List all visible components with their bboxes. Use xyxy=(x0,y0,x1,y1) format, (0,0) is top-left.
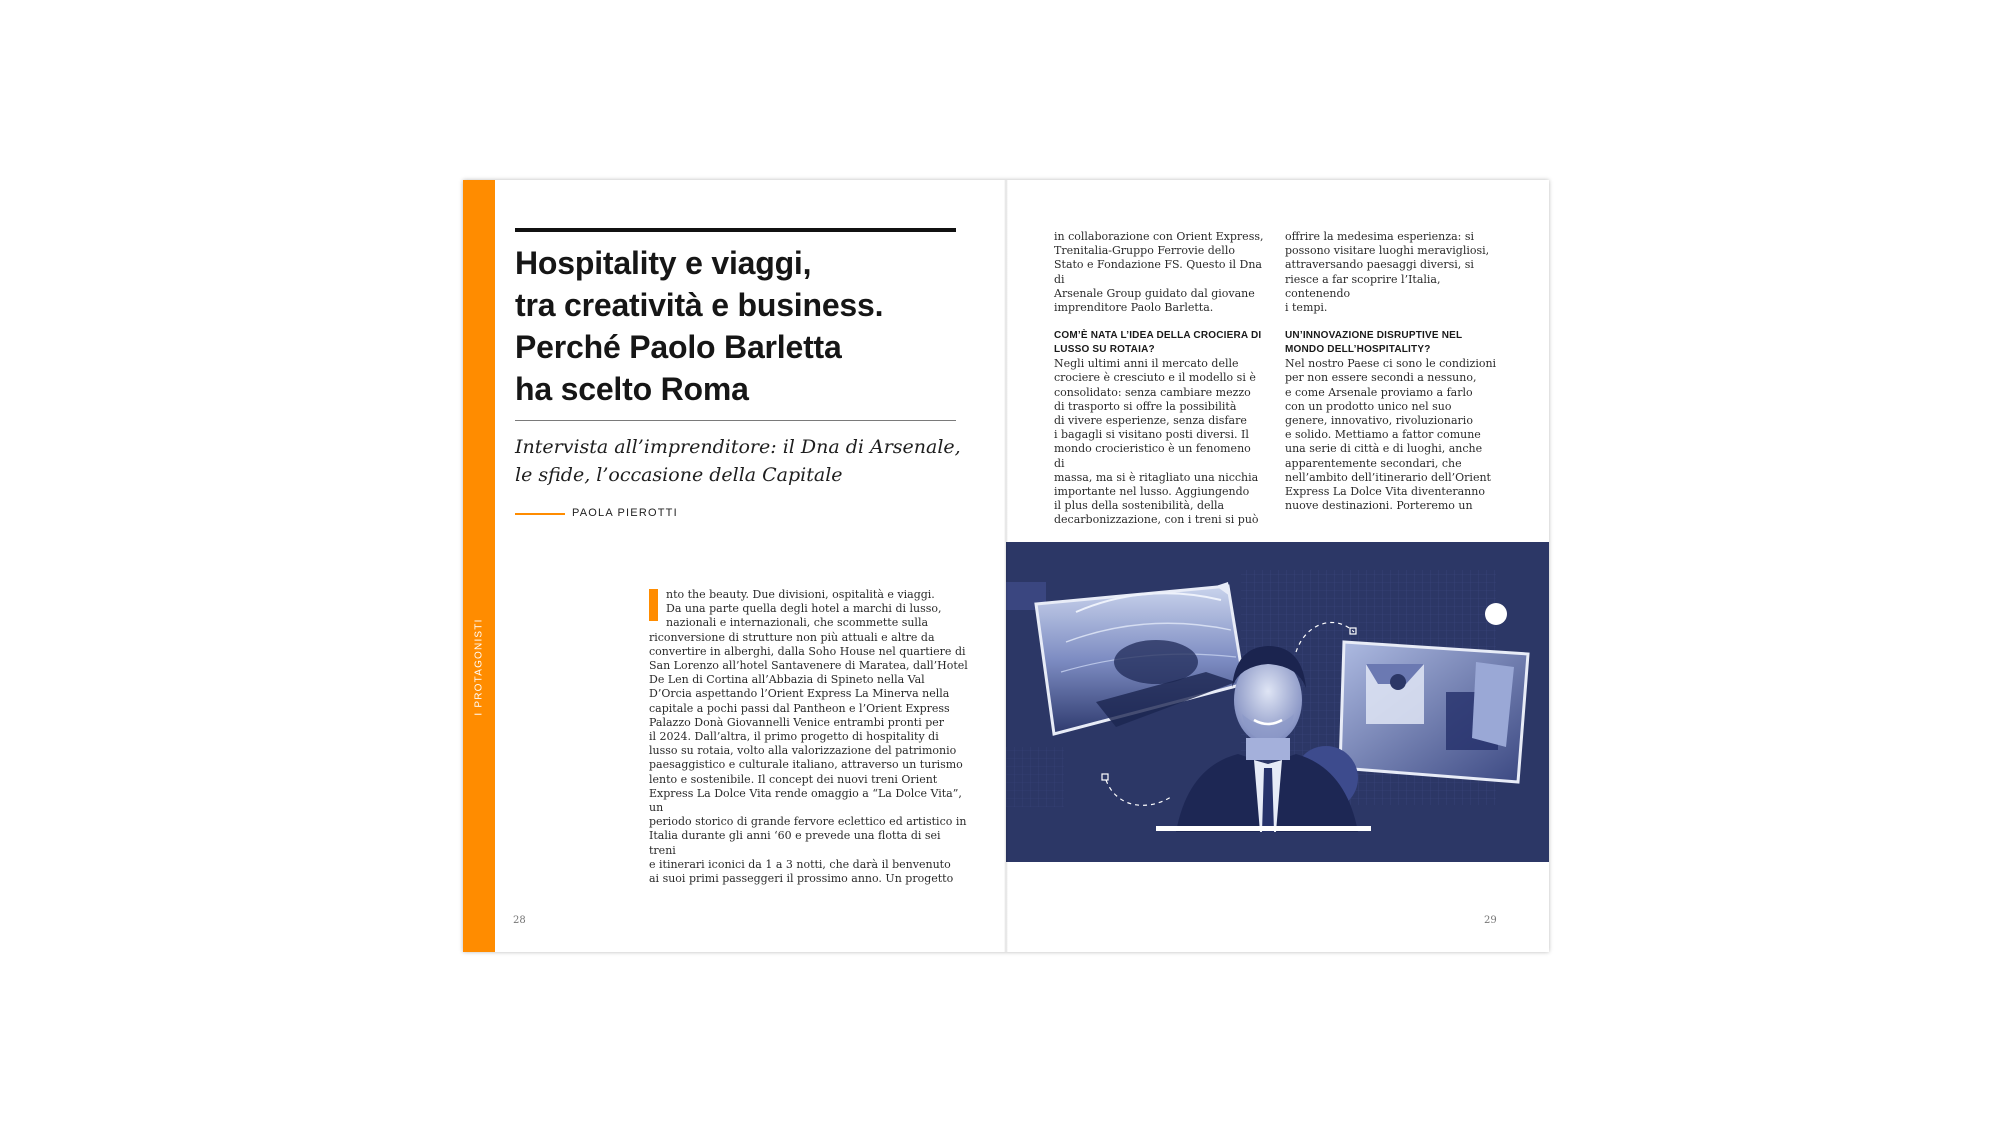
title-bottom-rule xyxy=(515,420,956,421)
lead-paragraph xyxy=(649,588,969,886)
body-line: Negli ultimi anni il mercato delle xyxy=(1054,357,1239,371)
right-column-2 xyxy=(1285,230,1505,513)
body-line: crociere è cresciuto e il modello si è xyxy=(1054,371,1256,385)
body-line: capitale a pochi passi dal Pantheon e l’Orient Express xyxy=(649,701,950,715)
title-line: ha scelto Roma xyxy=(515,371,749,407)
caption-bar xyxy=(1156,826,1371,831)
body-line: Trenitalia-Gruppo Ferrovie dello xyxy=(1054,244,1235,258)
interview-question xyxy=(1285,329,1505,357)
body-line: lento e sostenibile. Il concept dei nuovi treni Orient xyxy=(649,772,938,786)
question-line: LUSSO SU ROTAIA? xyxy=(1054,344,1155,356)
page-number-left: 28 xyxy=(513,915,526,926)
body-line: attraversando paesaggi diversi, si xyxy=(1285,258,1474,272)
body-line: riconversione di strutture non più attuali e altre da xyxy=(649,630,935,644)
body-line: i tempi. xyxy=(1285,301,1328,315)
body-line: periodo storico di grande fervore eclettico ed artistico in xyxy=(649,815,967,829)
body-line: apparentemente secondari, che xyxy=(1285,456,1462,470)
body-line: possono visitare luoghi meravigliosi, xyxy=(1285,244,1490,258)
photo-collage xyxy=(1006,542,1549,862)
body-line: decarbonizzazione, con i treni si può xyxy=(1054,513,1259,527)
body-line: San Lorenzo all’hotel Santavenere di Maratea, dall’Hotel xyxy=(649,659,968,673)
left-page xyxy=(463,180,1006,952)
body-line: importante nel lusso. Aggiungendo xyxy=(1054,485,1250,499)
body-line: nto the beauty. Due divisioni, ospitalità e viaggi. xyxy=(666,588,935,601)
body-line: e itinerari iconici da 1 a 3 notti, che darà il benvenuto xyxy=(649,857,951,871)
body-line: e come Arsenale proviamo a farlo xyxy=(1285,385,1473,399)
body-line: Express La Dolce Vita diventeranno xyxy=(1285,485,1485,499)
question-line: UN’INNOVAZIONE DISRUPTIVE NEL xyxy=(1285,330,1463,342)
title-line: Perché Paolo Barletta xyxy=(515,329,842,365)
body-line: di trasporto si offre la possibilità xyxy=(1054,399,1237,413)
body-line: i bagagli si visitano posti diversi. Il xyxy=(1054,428,1249,442)
body-line: di vivere esperienze, senza disfare xyxy=(1054,414,1247,428)
body-line: ai suoi primi passeggeri il prossimo anno. Un progetto xyxy=(649,872,954,886)
body-line: con un prodotto unico nel suo xyxy=(1285,399,1452,413)
subtitle-line: le sfide, l’occasione della Capitale xyxy=(515,464,843,486)
body-line: in collaborazione con Orient Express, xyxy=(1054,230,1264,243)
interview-question xyxy=(1054,329,1264,357)
body-line: e solido. Mettiamo a fattor comune xyxy=(1285,428,1481,442)
body-line: il plus della sostenibilità, della xyxy=(1054,499,1225,513)
decor-grid xyxy=(1006,747,1064,807)
body-line: massa, ma si è ritagliato una nicchia xyxy=(1054,470,1259,484)
author-byline: PAOLA PIEROTTI xyxy=(572,507,678,519)
section-color-bar xyxy=(463,180,495,952)
body-line: Stato e Fondazione FS. Questo il Dna di xyxy=(1054,258,1262,286)
body-line: Da una parte quella degli hotel a marchi di lusso, xyxy=(666,602,942,616)
body-line: lusso su rotaia, volto alla valorizzazione del patrimonio xyxy=(649,744,957,758)
answer-paragraph xyxy=(1285,357,1505,513)
body-line: il 2024. Dall’altra, il primo progetto di hospitality di xyxy=(649,730,939,744)
body-line: genere, innovativo, rivoluzionario xyxy=(1285,414,1473,428)
title-line: tra creatività e business. xyxy=(515,287,884,323)
body-line: De Len di Cortina all’Abbazia di Spineto nella Val xyxy=(649,673,925,687)
title-top-rule xyxy=(515,228,956,232)
body-line: Arsenale Group guidato dal giovane xyxy=(1054,286,1255,300)
page-number-right: 29 xyxy=(1484,915,1497,926)
body-line: nell’ambito dell’itinerario dell’Orient xyxy=(1285,470,1491,484)
body-line: D’Orcia aspettando l’Orient Express La Minerva nella xyxy=(649,687,950,701)
answer-paragraph xyxy=(1054,357,1264,527)
section-label: I PROTAGONISTI xyxy=(473,618,485,716)
magazine-spread xyxy=(463,180,1549,952)
spread-gutter xyxy=(1004,180,1008,952)
body-line: riesce a far scoprire l’Italia, contenendo xyxy=(1285,272,1441,300)
body-line: Italia durante gli anni ‘60 e prevede una flotta di sei treni xyxy=(649,829,941,857)
body-line: per non essere secondi a nessuno, xyxy=(1285,371,1477,385)
question-line: MONDO DELL’HOSPITALITY? xyxy=(1285,344,1431,356)
dropcap-mark xyxy=(649,589,658,621)
body-line: convertire in alberghi, dalla Soho House nel quartiere di xyxy=(649,644,966,658)
white-dot xyxy=(1485,603,1507,625)
intro-paragraph xyxy=(1054,230,1264,315)
body-line: una serie di città e di luoghi, anche xyxy=(1285,442,1483,456)
body-line: Nel nostro Paese ci sono le condizioni xyxy=(1285,357,1497,371)
author-accent-line xyxy=(515,513,565,515)
body-line: nazionali e internazionali, che scommette sulla xyxy=(666,616,929,630)
collage-graphic xyxy=(1006,542,1549,862)
article-title xyxy=(515,242,965,410)
body-line: nuove destinazioni. Porteremo un xyxy=(1285,499,1473,513)
body-line: Palazzo Donà Giovannelli Venice entrambi pronti per xyxy=(649,715,945,729)
subtitle-line: Intervista all’imprenditore: il Dna di Arsenale, xyxy=(515,436,961,458)
body-line: imprenditore Paolo Barletta. xyxy=(1054,301,1214,315)
question-line: COM’È NATA L’IDEA DELLA CROCIERA DI xyxy=(1054,330,1262,342)
title-line: Hospitality e viaggi, xyxy=(515,245,812,281)
intro-paragraph xyxy=(1285,230,1505,315)
right-column-1 xyxy=(1054,230,1264,528)
body-line: consolidato: senza cambiare mezzo xyxy=(1054,385,1251,399)
train-cabin-photo xyxy=(1340,642,1528,782)
body-line: mondo crocieristico è un fenomeno di xyxy=(1054,442,1251,470)
body-line: paesaggistico e culturale italiano, attraverso un turismo xyxy=(649,758,963,772)
right-page xyxy=(1006,180,1549,952)
article-subtitle xyxy=(515,433,965,489)
body-line: Express La Dolce Vita rende omaggio a “La Dolce Vita”, un xyxy=(649,786,962,815)
body-line: offrire la medesima esperienza: si xyxy=(1285,230,1474,243)
